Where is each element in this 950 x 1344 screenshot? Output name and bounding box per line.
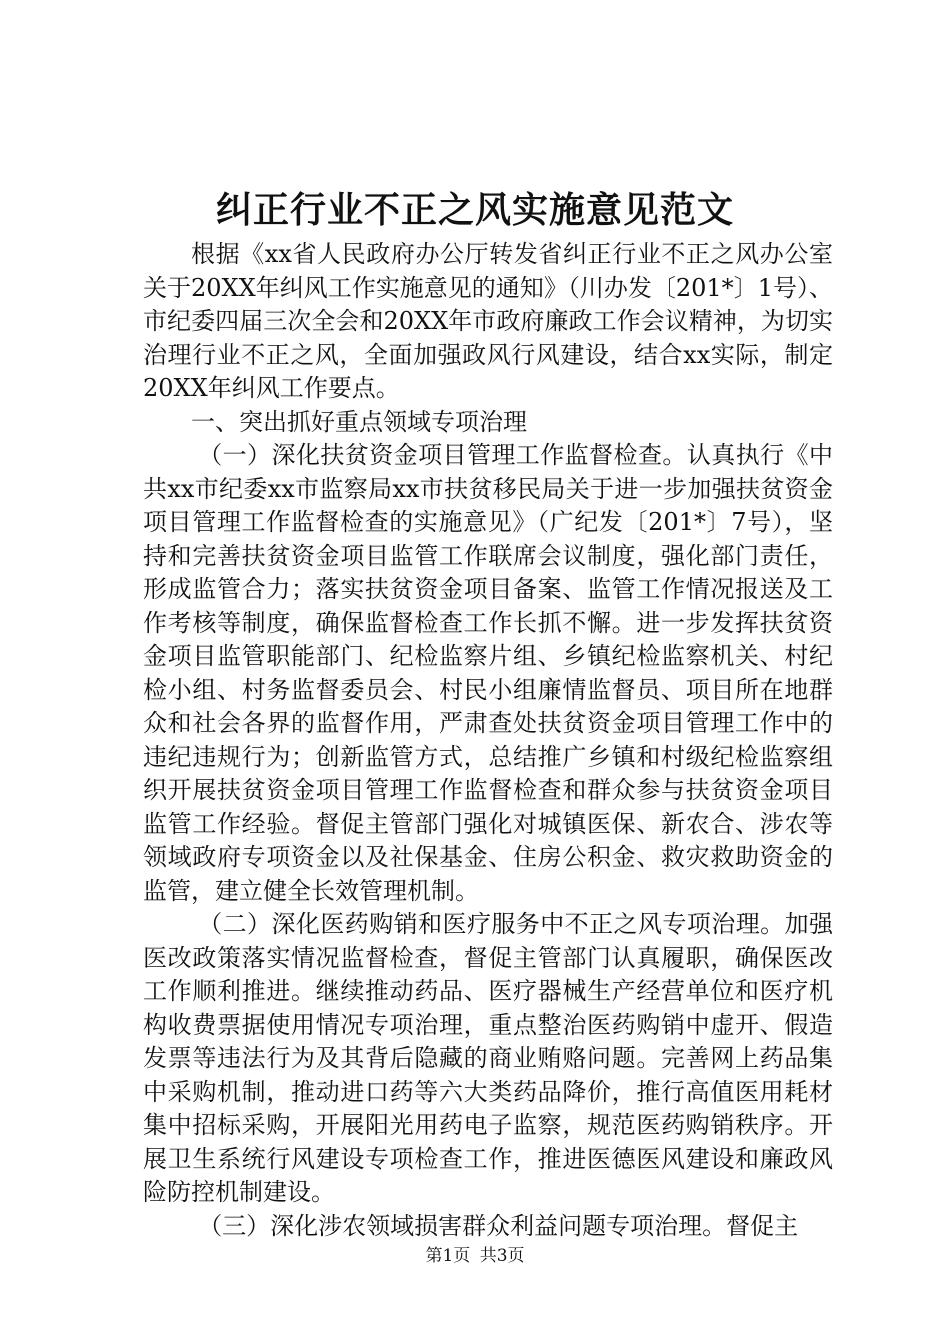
document-title: 纠正行业不正之风实施意见范文 — [215, 189, 734, 231]
page-footer: 第1页 共3页 — [425, 1246, 525, 1266]
section-heading-1: 一、突出抓好重点领域专项治理 — [191, 407, 527, 436]
paragraph-intro: 根据《xx省人民政府办公厅转发省纠正行业不正之风办公室关于20XX年纠风工作实施意见的通知》（川办发〔201*〕1号）、市纪委四届三次全会和20XX年市政府廉政工作会议精神，为切实治理行业不正之风，全面加强政风行风建设，结合xx实际，制定20XX年纠风工作要点。 — [143, 240, 833, 402]
paragraph-item-2: （二）深化医药购销和医疗服务中不正之风专项治理。加强医改政策落实情况监督检查，督促主管部门认真履职，确保医改工作顺利推进。继续推动药品、医疗器械生产经营单位和医疗机构收费票据使用情况专项治理，重点整治医药购销中虚开、假造发票等违法行为及其背后隐藏的商业贿赂问题。完善网上药品集中采购机制，推动进口药等六大类药品降价，推行高值医用耗材集中招标采购，开展阳光用药电子监察，规范医药购销秩序。开展卫生系统行风建设专项检查工作，推进医德医风建设和廉政风险防控机制建设。 — [143, 910, 833, 1206]
paragraph-item-1: （一）深化扶贫资金项目管理工作监督检查。认真执行《中共xx市纪委xx市监察局xx市扶贫移民局关于进一步加强扶贫资金项目管理工作监督检查的实施意见》（广纪发〔201*〕7号），坚持和完善扶贫资金项目监管工作联席会议制度，强化部门责任，形成监管合力；落实扶贫资金项目备案、监管工作情况报送及工作考核等制度，确保监督检查工作长抓不懈。进一步发挥扶贫资金项目监管职能部门、纪检监察片组、乡镇纪检监察机关、村纪检小组、村务监督委员会、村民小组廉情监督员、项目所在地群众和社会各界的监督作用，严肃查处扶贫资金项目管理工作中的违纪违规行为；创新监管方式，总结推广乡镇和村级纪检监察组织开展扶贫资金项目管理工作监督检查和群众参与扶贫资金项目监管工作经验。督促主管部门强化对城镇医保、新农合、涉农等领域政府专项资金以及社保基金、住房公积金、救灾救助资金的监管，建立健全长效管理机制。 — [143, 441, 833, 905]
document-body — [143, 238, 833, 1243]
paragraph-item-3: （三）深化涉农领域损害群众利益问题专项治理。督促主 — [198, 1211, 799, 1240]
